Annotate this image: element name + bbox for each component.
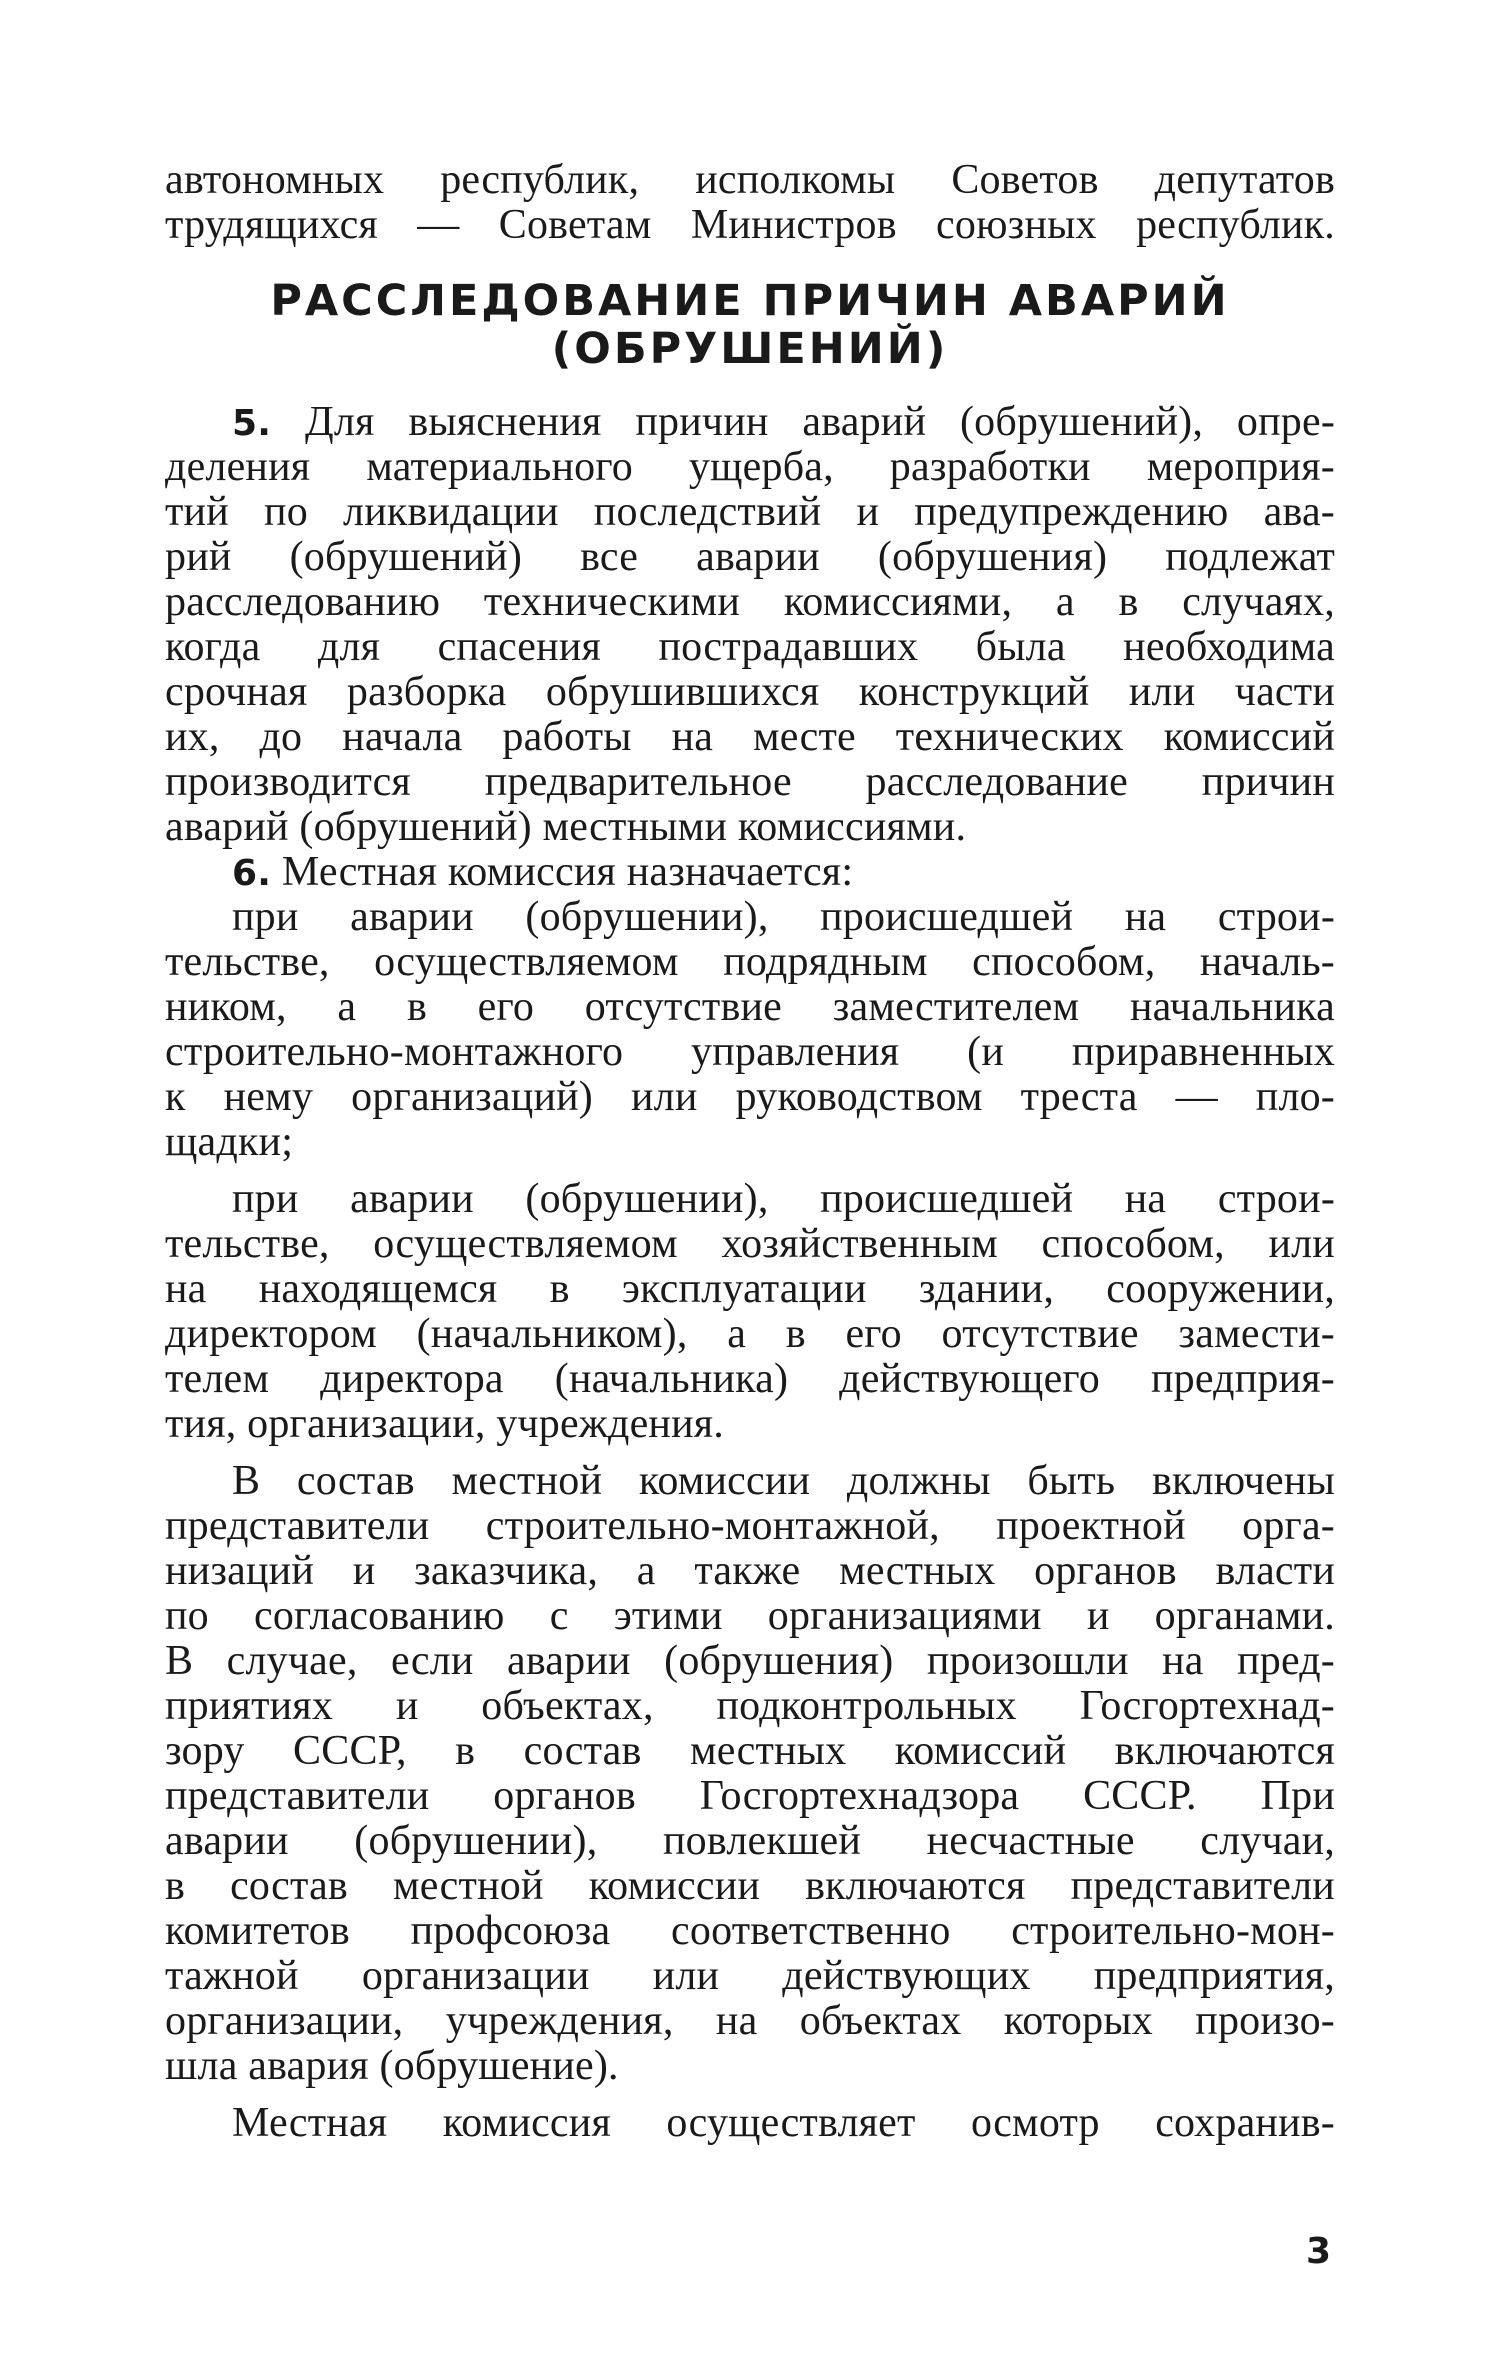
text-line: трудящихся — Советам Министров союзных республик. — [165, 202, 1335, 248]
heading-line-1: РАССЛЕДОВАНИЕ ПРИЧИН АВАРИЙ — [270, 276, 1230, 326]
text-line: деления материального ущерба, разработки мероприя- — [165, 444, 1335, 490]
text-line: ником, а в его отсутствие заместителем начальника — [165, 984, 1335, 1030]
section-heading — [165, 277, 1335, 373]
text-line: срочная разборка обрушившихся конструкций или части — [165, 669, 1335, 715]
text-line: при аварии (обрушении), происшедшей на строи- — [232, 894, 1335, 940]
text-line: к нему организаций) или руководством треста — пло- — [165, 1074, 1335, 1120]
text-line: тельстве, осуществляемом хозяйственным способом, или — [165, 1221, 1335, 1267]
text-line: телем директора (начальника) действующего предприя- — [165, 1356, 1335, 1402]
text-line: автономных республик, исполкомы Советов депутатов — [165, 157, 1335, 203]
item-6-paragraph — [165, 850, 1335, 895]
text-line: представители строительно-монтажной, проектной орга- — [165, 1503, 1335, 1549]
text-line: В состав местной комиссии должны быть включены — [232, 1458, 1335, 1504]
composition-paragraph — [165, 1459, 1335, 2089]
page-number: 3 — [1305, 2231, 1331, 2272]
text-line: тельстве, осуществляемом подрядным способом, началь- — [165, 939, 1335, 985]
text-line: представители органов Госгортехнадзора СССР. При — [165, 1773, 1335, 1819]
intro-paragraph — [165, 158, 1335, 248]
text-line: когда для спасения пострадавших была необходима — [165, 624, 1335, 670]
item-number: 6. — [232, 853, 272, 894]
text-line: производится предварительное расследование причин — [165, 759, 1335, 805]
text-line — [165, 850, 1335, 895]
text-line: шла авария (обрушение). — [165, 2043, 619, 2089]
text-line: тий по ликвидации последствий и предупреждению ава- — [165, 489, 1335, 535]
text-line: организации, учреждения, на объектах которых произо- — [165, 1998, 1335, 2044]
item-number: 5. — [232, 403, 272, 444]
text-line: аварии (обрушении), повлекшей несчастные случаи, — [165, 1818, 1335, 1864]
text-line: комитетов профсоюза соответственно строительно-мон- — [165, 1908, 1335, 1954]
case-2-paragraph — [165, 1177, 1335, 1447]
text-line: приятиях и объектах, подконтрольных Госгортехнад- — [165, 1683, 1335, 1729]
text-line: зору СССР, в состав местных комиссий включаются — [165, 1728, 1335, 1774]
item-text: Местная комиссия назначается: — [281, 849, 854, 895]
item-text: Для выяснения причин аварий (обрушений), опре- — [304, 399, 1336, 445]
text-line: строительно-монтажного управления (и приравненных — [165, 1029, 1335, 1075]
text-line: в состав местной комиссии включаются представители — [165, 1863, 1335, 1909]
final-paragraph — [165, 2101, 1335, 2146]
document-page — [165, 158, 1335, 2146]
text-line: тажной организации или действующих предприятия, — [165, 1953, 1335, 1999]
case-1-paragraph — [165, 895, 1335, 1165]
heading-line-2: (ОБРУШЕНИЙ) — [551, 324, 949, 374]
text-line: Местная комиссия осуществляет осмотр сохранив- — [232, 2100, 1335, 2146]
text-line: на находящемся в эксплуатации здании, сооружении, — [165, 1266, 1335, 1312]
text-line — [165, 400, 1335, 445]
text-line: по согласованию с этими организациями и органами. — [165, 1593, 1335, 1639]
text-line: аварий (обрушений) местными комиссиями. — [165, 804, 967, 850]
text-line: рий (обрушений) все аварии (обрушения) подлежат — [165, 534, 1335, 580]
item-5-paragraph — [165, 400, 1335, 850]
text-line: при аварии (обрушении), происшедшей на строи- — [232, 1176, 1335, 1222]
text-line: В случае, если аварии (обрушения) произошли на пред- — [165, 1638, 1335, 1684]
text-line: расследованию техническими комиссиями, а в случаях, — [165, 579, 1335, 625]
text-line: директором (начальником), а в его отсутствие замести- — [165, 1311, 1335, 1357]
text-line: тия, организации, учреждения. — [165, 1401, 724, 1447]
text-line: низаций и заказчика, а также местных органов власти — [165, 1548, 1335, 1594]
text-line: их, до начала работы на месте технических комиссий — [165, 714, 1335, 760]
text-line: щадки; — [165, 1119, 294, 1165]
